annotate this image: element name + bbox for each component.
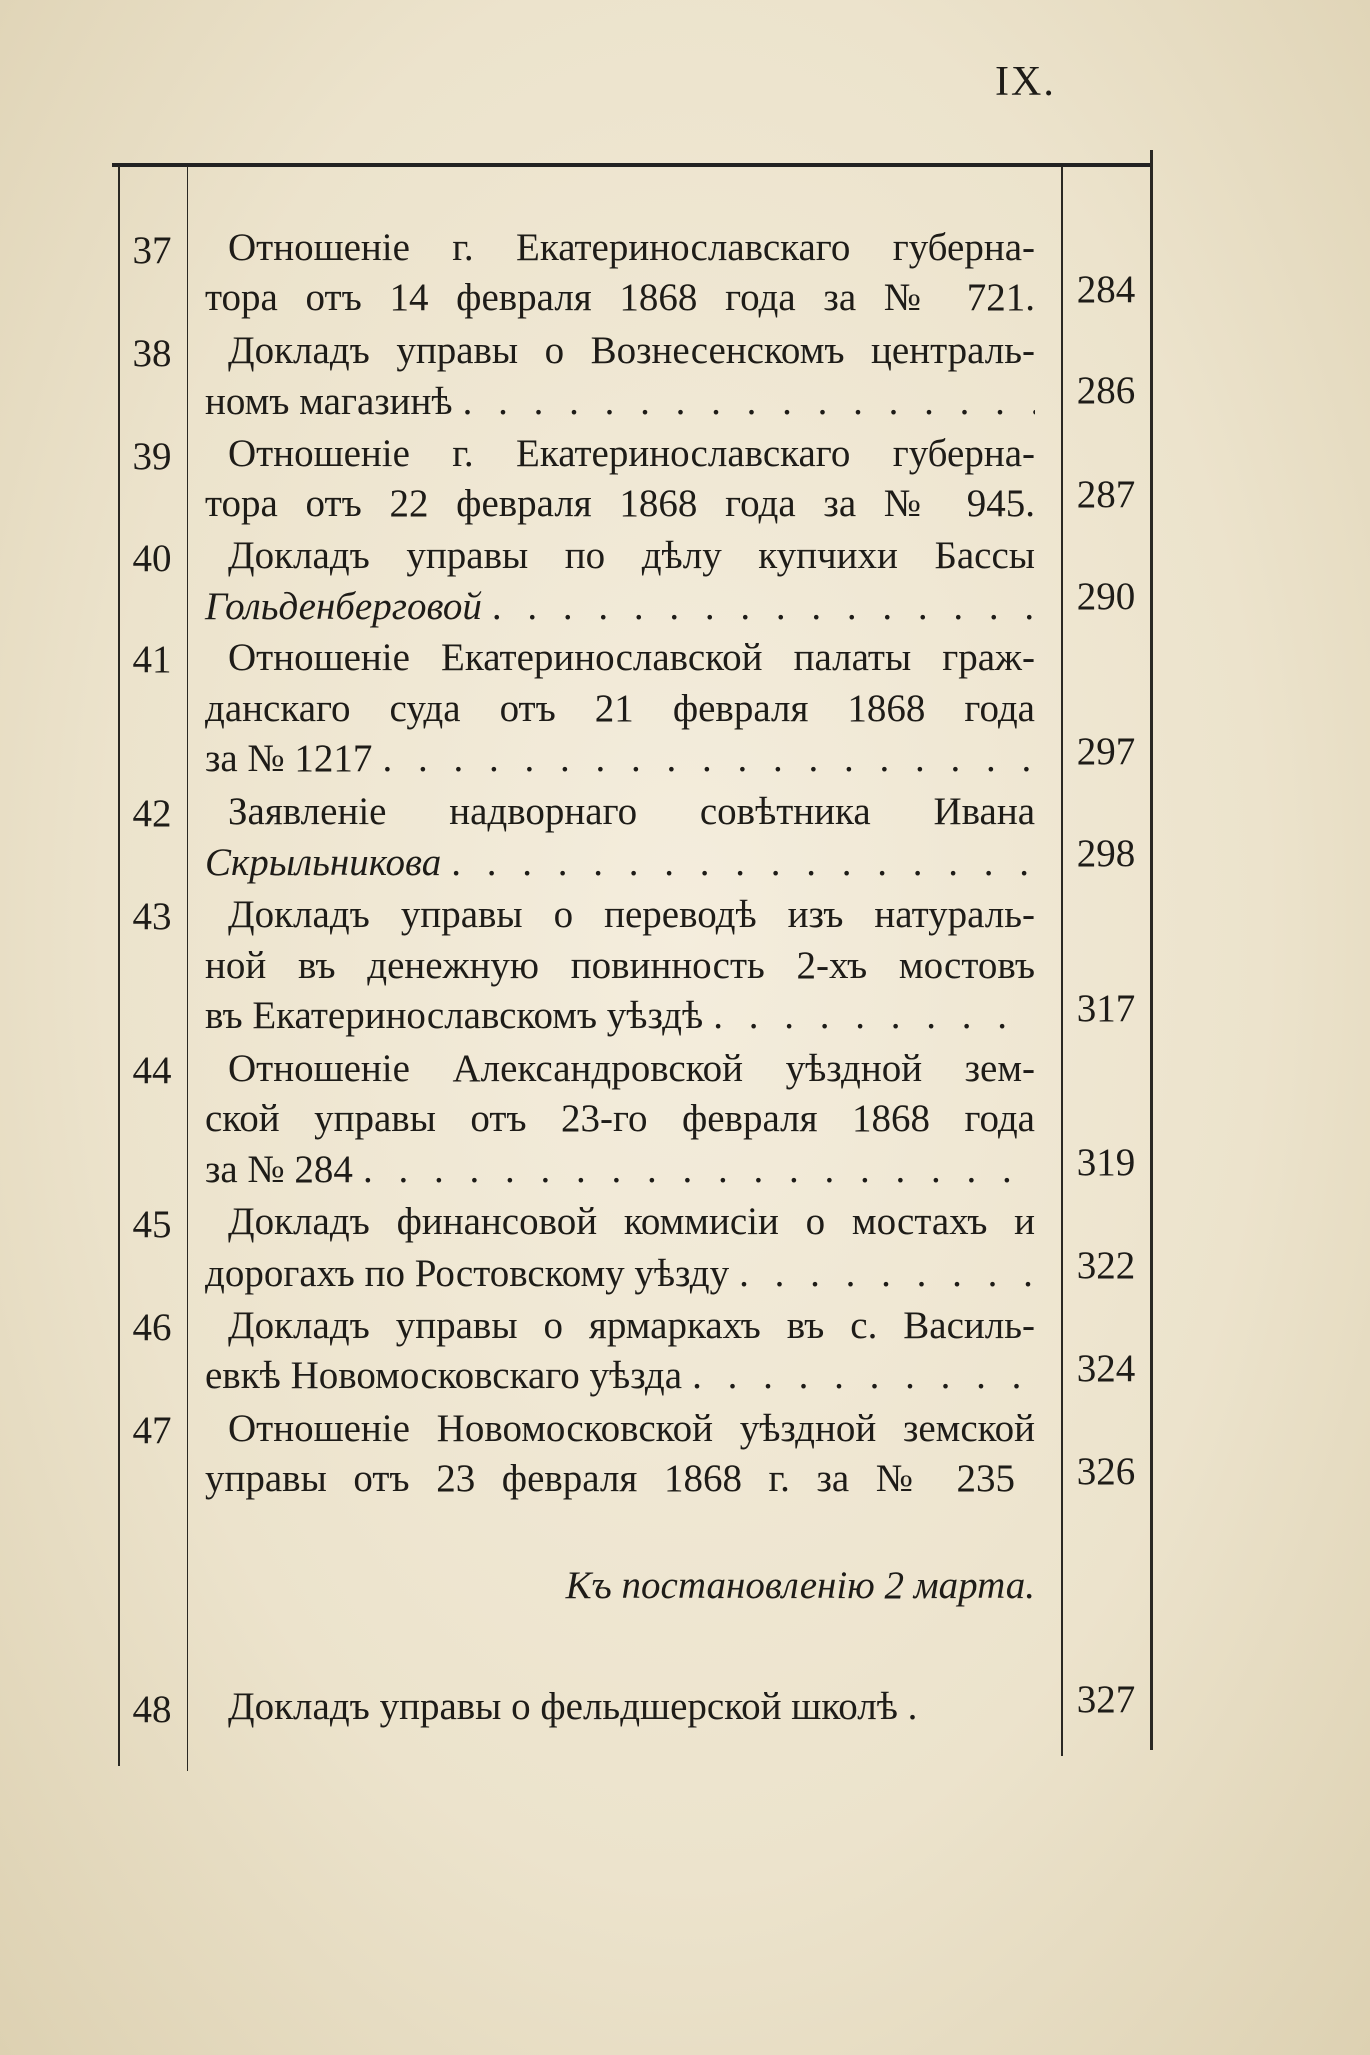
entry-number: 42 (132, 792, 172, 835)
dot-leader (372, 735, 1035, 783)
entry-number: 38 (132, 332, 172, 375)
entry-line: Докладъ финансовой коммисіи о мостахъ и (228, 1200, 1035, 1243)
entry-line: Отношеніе Екатеринославской палаты граж- (228, 636, 1035, 679)
entry-line: Отношеніе Александровской уѣздной зем- (228, 1047, 1035, 1090)
entry-line: управы отъ 23 февраля 1868 г. за № 235 (205, 1457, 1015, 1500)
number-column-divider (187, 166, 188, 1771)
entry-line: Отношеніе г. Екатеринославскаго губерна- (228, 432, 1035, 475)
entry-number: 37 (132, 229, 172, 272)
dot-leader (729, 1250, 1035, 1298)
entry-page: 298 (1076, 832, 1136, 875)
entry-page: 290 (1076, 575, 1136, 618)
entry-line-leader (205, 1352, 1035, 1400)
entry-line-leader (205, 583, 1035, 631)
entry-line: Докладъ управы о Вознесенскомъ централь- (228, 329, 1035, 372)
entry-page: 319 (1076, 1141, 1136, 1184)
page-number: IX. (995, 59, 1056, 105)
dot-leader (453, 378, 1035, 426)
entry-line: ской управы отъ 23-го февраля 1868 года (205, 1097, 1035, 1140)
entry-line-leader (205, 839, 1035, 887)
entry-number: 41 (132, 638, 172, 681)
entry-line: тора отъ 14 февраля 1868 года за № 721. (205, 276, 1035, 319)
entry-page: 284 (1076, 268, 1136, 311)
entry-number: 40 (132, 537, 172, 580)
entry-page: 287 (1076, 473, 1136, 516)
entry-line: Докладъ управы по дѣлу купчихи Бассы (228, 534, 1035, 577)
dot-leader (441, 839, 1035, 887)
entry-line: Отношеніе г. Екатеринославскаго губерна- (228, 226, 1035, 269)
entry-line-leader (205, 1250, 1035, 1298)
entry-line: ной въ денежную повинность 2-хъ мостовъ (205, 944, 1035, 987)
entry-line-leader (205, 1146, 1035, 1194)
entry-line-leader (205, 992, 1035, 1040)
entry-page: 324 (1076, 1347, 1136, 1390)
dot-leader (703, 992, 1035, 1040)
page-column-divider (1061, 166, 1063, 1756)
entry-line: Скрыльникова (205, 841, 442, 884)
entry-line: Гольденберговой (205, 585, 482, 628)
entry-number: 46 (132, 1306, 172, 1349)
table-right-border (1150, 150, 1153, 1750)
entry-number: 45 (132, 1203, 172, 1246)
entry-line: дорогахъ по Ростовскому уѣзду (205, 1252, 730, 1295)
entry-line: за № 284 (205, 1148, 353, 1191)
entry-number: 43 (132, 895, 172, 938)
dot-leader (482, 583, 1035, 631)
entry-line: за № 1217 (205, 737, 373, 780)
entry-line: Отношеніе Новомосковской уѣздной земской (228, 1407, 1035, 1450)
entry-number: 39 (132, 435, 172, 478)
entry-line: номъ магазинѣ (205, 380, 453, 423)
dot-leader (682, 1352, 1035, 1400)
section-heading: Къ постановленію 2 марта. (565, 1564, 1035, 1607)
entry-line: Докладъ управы о фельдшерской школѣ . (228, 1685, 918, 1728)
entry-line: Докладъ управы о переводѣ изъ натураль- (228, 893, 1035, 936)
entry-page: 297 (1076, 730, 1136, 773)
entry-line-leader (205, 735, 1035, 783)
table-left-border (118, 166, 120, 1766)
table-top-rule (112, 163, 1152, 167)
entry-page: 327 (1076, 1678, 1136, 1721)
dot-leader (353, 1146, 1035, 1194)
entry-line: данскаго суда отъ 21 февраля 1868 года (205, 687, 1035, 730)
entry-number: 44 (132, 1049, 172, 1092)
entry-line: Заявленіе надворнаго совѣтника Ивана (228, 790, 1035, 833)
entry-line: Докладъ управы о ярмаркахъ въ с. Василь- (228, 1304, 1035, 1347)
entry-number: 47 (132, 1409, 172, 1452)
entry-line: евкѣ Новомосковскаго уѣзда (205, 1354, 683, 1397)
entry-line-leader (205, 378, 1035, 426)
entry-page: 322 (1076, 1244, 1136, 1287)
entry-line: тора отъ 22 февраля 1868 года за № 945. (205, 482, 1035, 525)
entry-page: 326 (1076, 1450, 1136, 1493)
entry-page: 286 (1076, 369, 1136, 412)
entry-page: 317 (1076, 987, 1136, 1030)
entry-line: въ Екатеринославскомъ уѣздѣ (205, 994, 704, 1037)
entry-number: 48 (132, 1688, 172, 1731)
